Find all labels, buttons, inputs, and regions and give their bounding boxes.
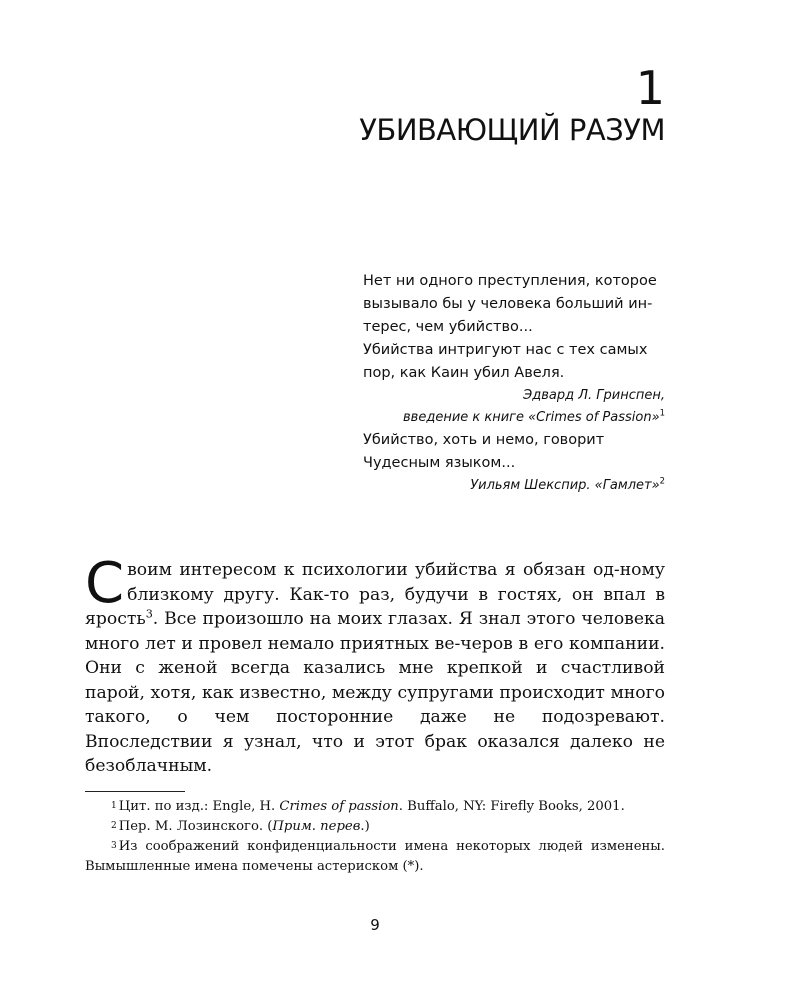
footnote-text: . Buffalo, NY: Firefly Books, 2001. (398, 799, 625, 814)
page-number: 9 (370, 916, 380, 934)
footnote-italic: Прим. перев (272, 819, 361, 834)
footnote (85, 817, 665, 837)
footnote (85, 797, 665, 817)
epigraph-line: Чудесным языком... (363, 455, 516, 471)
footnote-text: Из соображений конфиденциальности имена некоторых людей изменены. Вымышленные имена помечены астериском (*). (85, 839, 665, 874)
footnote-mark: 1 (111, 801, 117, 811)
epigraph-quote (363, 429, 665, 475)
epigraph-quote (363, 270, 665, 385)
footnotes (85, 797, 665, 877)
body-text-part: воим интересом к психологии убийства я обязан од-ному близкому другу. Как-то раз, будучи в гостях, он впал в ярость (85, 560, 665, 629)
epigraph-shakespeare (363, 429, 665, 497)
epigraph-line: терес, чем убийство... (363, 319, 533, 335)
footnote-divider (85, 791, 185, 792)
epigraph-greenspan (363, 270, 665, 429)
footnote-text: Цит. по изд.: Engle, H. (118, 799, 280, 814)
epigraph-line: вызывало бы у человека больший ин- (363, 296, 653, 312)
footnote-ref: 3 (145, 607, 153, 621)
footnote-ref: 1 (659, 407, 665, 418)
chapter-title: УБИВАЮЩИЙ РАЗУМ (359, 113, 665, 147)
drop-cap: С (85, 551, 125, 616)
body-paragraph (85, 551, 665, 779)
epigraph-source (363, 407, 665, 429)
epigraph-line: Убийства интригуют нас с тех самых (363, 342, 648, 358)
epigraph-source (363, 475, 665, 497)
epigraph-source-text: введение к книге «Crimes of Passion» (403, 410, 660, 425)
epigraph-source-text: Уильям Шекспир. «Гамлет» (470, 478, 660, 493)
chapter-number: 1 (635, 61, 665, 115)
footnote (85, 837, 665, 877)
footnote-italic: Crimes of passion (279, 799, 399, 814)
body-text-part: . Все произошло на моих глазах. Я знал этого человека много лет и провел немало приятных ве-черов в его компании. Они с женой всегда казались мне крепкой и счастливой парой, хотя, как известно, между супругами происходит много такого, о чем посторонние даже не подозревают. Впоследствии я узнал, что и этот брак оказался далеко не безоблачным. (85, 609, 665, 776)
epigraph-line: Убийство, хоть и немо, говорит (363, 432, 605, 448)
footnote-text: Пер. М. Лозинского. ( (118, 819, 273, 834)
footnote-mark: 2 (111, 821, 117, 831)
footnote-ref: 2 (659, 475, 665, 486)
epigraph-author: Эдвард Л. Гринспен, (523, 388, 665, 403)
footnote-text: .) (360, 819, 370, 834)
footnote-mark: 3 (111, 841, 117, 851)
epigraph-line: Нет ни одного преступления, которое (363, 273, 657, 289)
epigraph-line: пор, как Каин убил Авеля. (363, 365, 565, 381)
